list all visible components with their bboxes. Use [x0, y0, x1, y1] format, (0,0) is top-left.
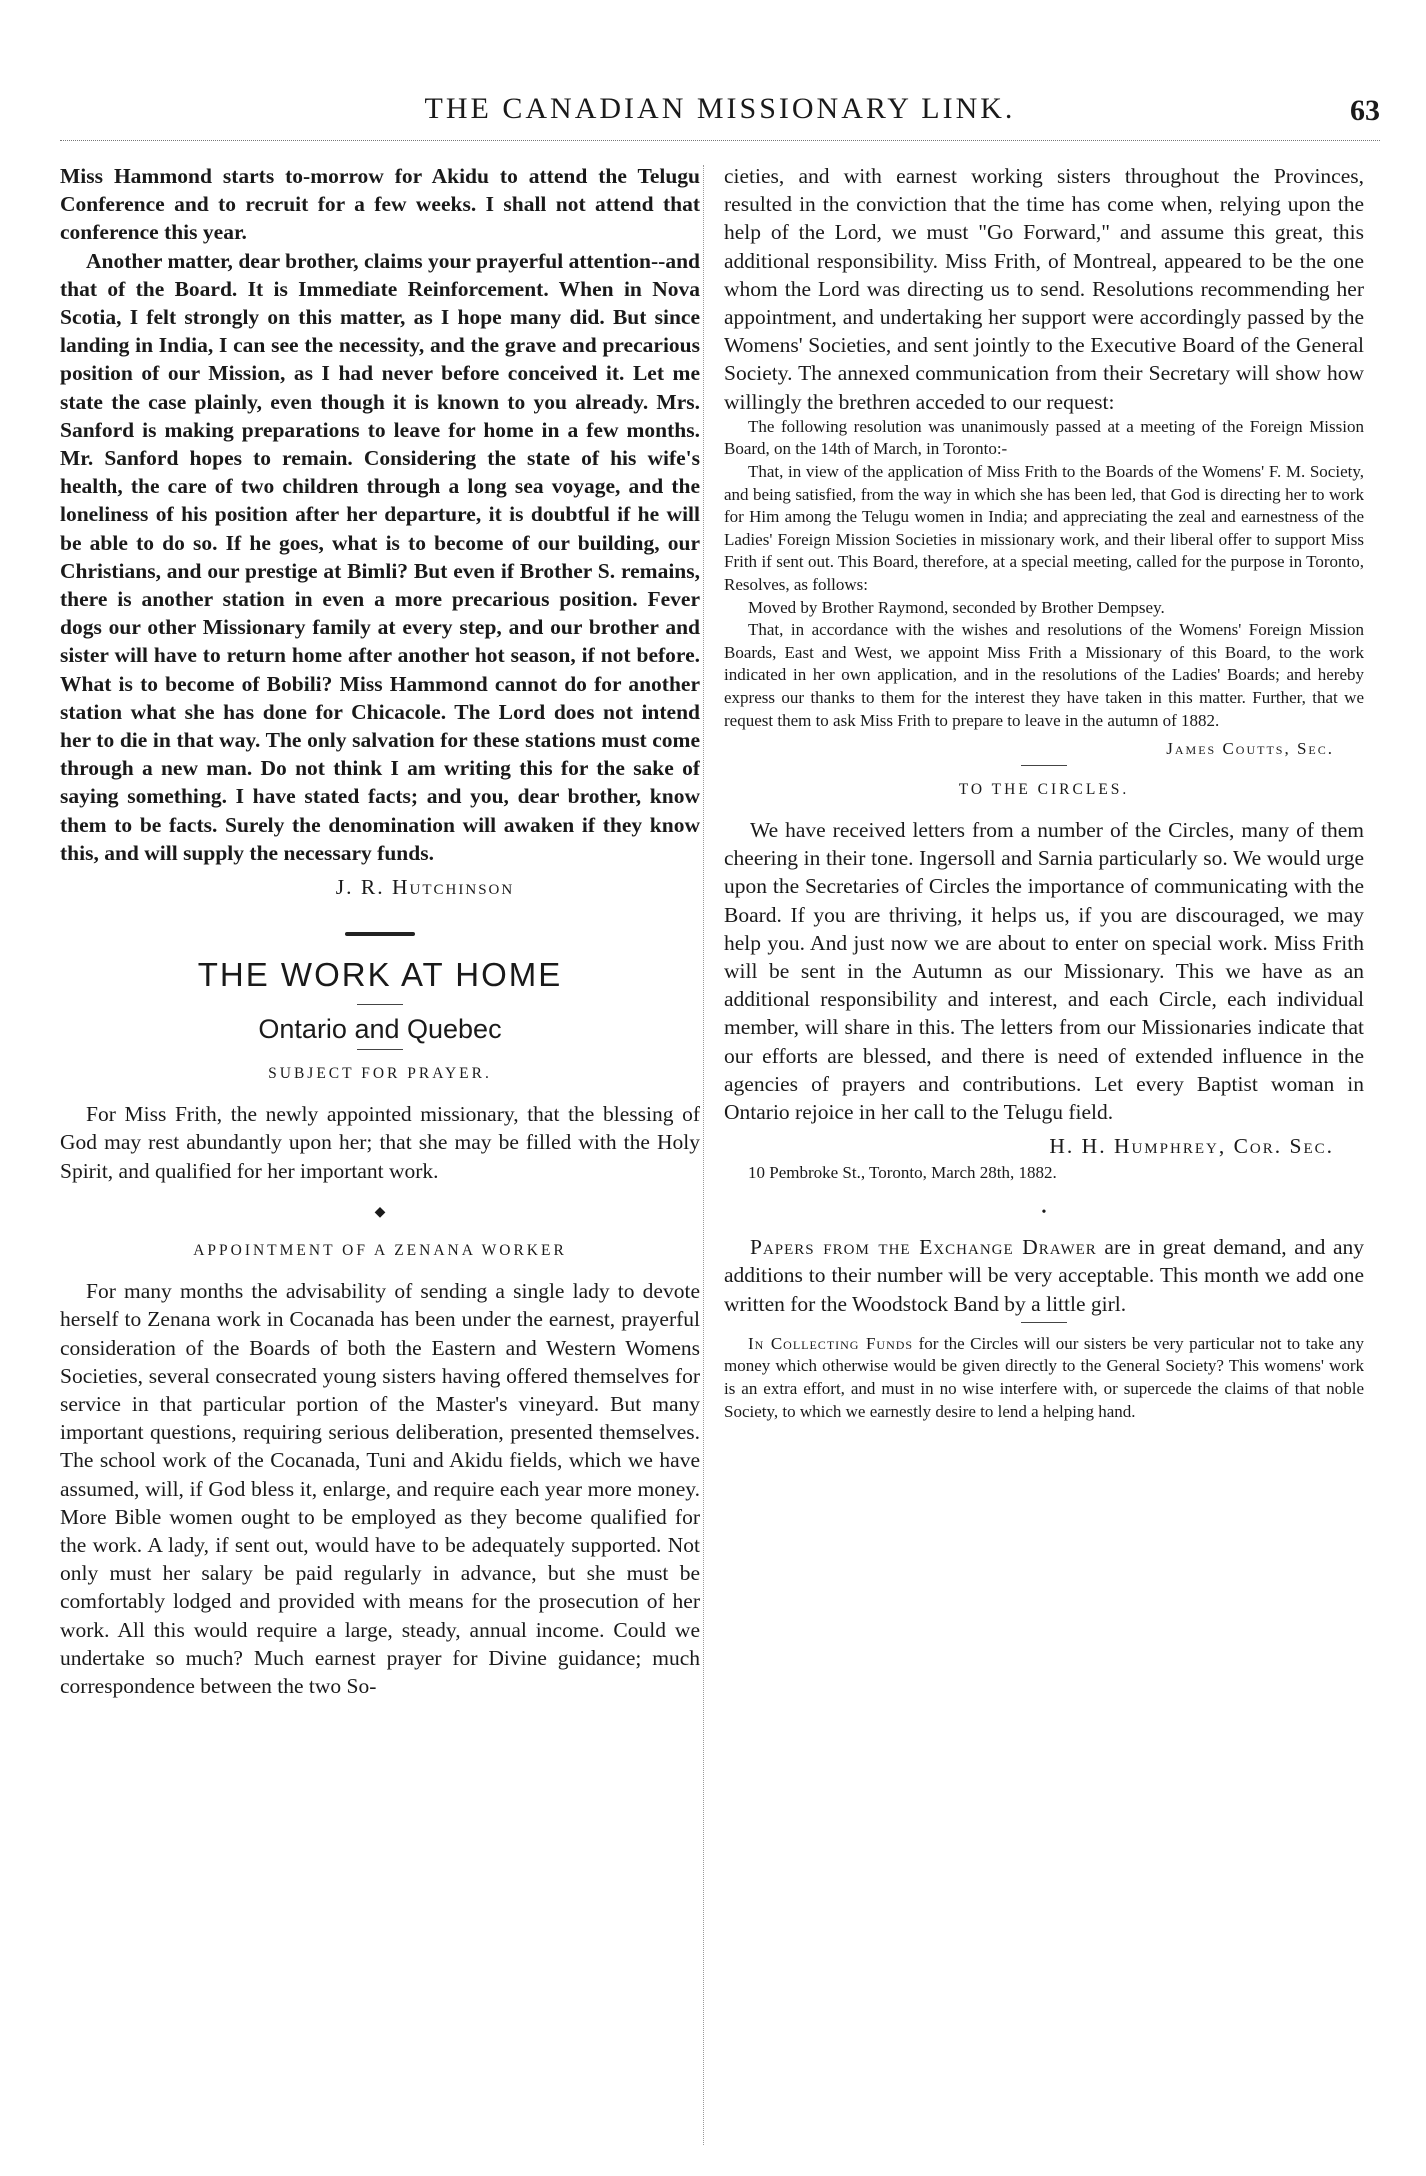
papers-lead: Papers from the Exchange Drawer — [750, 1235, 1097, 1260]
section-title: THE WORK AT HOME — [197, 956, 563, 994]
prayer-heading: SUBJECT FOR PRAYER. — [268, 1064, 492, 1082]
circles-text: We have received letters from a number of the Circles, many of them cheering in their tone. Ingersoll and Sarnia particularly so. We would urge upon the Secretaries of Circles the importance of communicating with the Board. If you are thriving, it helps us, if you are discouraged, we may help you. And just now we are about to enter on special work. Miss Frith will be sent in the Autumn as our Missionary. This we have as an additional responsibility and interest, and each Circle, each individual member, will share in this. The letters from our Missionaries indicate that our efforts are blessed, and there is need of extended influence in the agencies of prayers and contributions. Let every Baptist woman in Ontario rejoice in her call to the Telugu field. — [724, 817, 1364, 1124]
right-column — [724, 162, 1364, 2152]
running-title: THE CANADIAN MISSIONARY LINK. — [424, 92, 1016, 125]
resolution-signature: James Coutts, Sec. — [1166, 739, 1334, 759]
papers-paragraph — [724, 1233, 1364, 1318]
circles-address: 10 Pembroke St., Toronto, March 28th, 1882. — [748, 1163, 1057, 1183]
page-number: 63 — [1350, 94, 1380, 127]
letter-signature: J. R. Hutchinson — [335, 875, 515, 900]
resolution-text: That, in accordance with the wishes and resolutions of the Womens' Foreign Mission Boards, East and West, we appoint Miss Frith a Missionary of this Board, to the work indicated in her own application, and in the resolutions of the Ladies' Boards; and hereby express our thanks to them for the interest they have taken in this matter. Further, that we request them to ask Miss Frith to prepare to leave in the autumn of 1882. — [724, 620, 1364, 730]
appointment-heading: APPOINTMENT OF A ZENANA WORKER — [193, 1241, 567, 1259]
divider — [357, 1004, 403, 1005]
divider — [357, 1049, 403, 1050]
funds-lead: In Collecting Funds — [748, 1333, 914, 1353]
page-header — [60, 92, 1380, 142]
prayer-text: For Miss Frith, the newly appointed missionary, that the blessing of God may rest abundantly upon her; that she may be filled with the Holy Spirit, and qualified for her important work. — [60, 1102, 700, 1183]
divider — [1021, 1322, 1067, 1323]
section-ornament — [60, 915, 700, 943]
appointment-continuation: cieties, and with earnest working sisters throughout the Provinces, resulted in the conviction that the time has come when, relying upon the help of the Lord, we must "Go Forward," and assume this great, this additional responsibility. Miss Frith, of Montreal, appeared to be the one whom the Lord was directing us to send. Resolutions recommending her appointment, and undertaking her support were accordingly passed by the Womens' Societies, and sent jointly to the Executive Board of the General Society. The annexed communication from their Secretary will show how willingly the brethren acceded to our request: — [724, 164, 1364, 414]
left-column — [60, 162, 700, 2152]
divider — [1021, 765, 1067, 766]
diamond-ornament: • — [1041, 1204, 1047, 1220]
funds-text: for the Circles will our sisters be very particular not to take any money which otherwise would be given directly to the General Society? This womens' work is an extra effort, and must in no wise interfere with, or supercede the claims of that noble Society, to which we earnestly desire to lend a helping hand. — [724, 1333, 1364, 1421]
letter-paragraph: Another matter, dear brother, claims your prayerful attention--and that of the Board. It is Immediate Reinforcement. When in Nova Scotia, I felt strongly on this matter, as I hope many did. But since landing in India, I can see the necessity, and the grave and precarious position of our Mission, as I had never before conceived it. Let me state the case plainly, even though it is known to you already. Mrs. Sanford is making preparations to leave for home in a few months. Mr. Sanford hopes to remain. Considering the state of his wife's health, the care of two children through a long sea voyage, and the loneliness of his position after her departure, it is doubtful if he will be able to do so. If he goes, what is to become of our building, our Christians, and our prestige at Bimli? But even if Brother S. remains, there is another station in even a more precarious position. Fever dogs our other Missionary family at every step, and our brother and sister will have to return home after another hot season, if not before. What is to become of Bobili? Miss Hammond cannot do for another station what she has done for Chicacole. The Lord does not intend her to die in that way. The only salvation for these stations must come through a new man. Do not think I am writing this for the sake of saying something. I have stated facts; and you, dear brother, know them to be facts. Surely the denomination will awaken if they know this, and will supply the necessary funds. — [60, 248, 700, 865]
papers-text: are in great demand, and any additions to their number will be very acceptable. This month we add one written for the Woodstock Band by a little girl. — [724, 1235, 1364, 1316]
column-separator — [703, 165, 704, 2145]
circles-heading: TO THE CIRCLES. — [958, 780, 1130, 798]
moved-by: Moved by Brother Raymond, seconded by Brother Dempsey. — [748, 597, 1165, 617]
resolution-intro: The following resolution was unanimously passed at a meeting of the Foreign Mission Board, on the 14th of March, in Toronto:- — [724, 416, 1364, 459]
resolution-text: That, in view of the application of Miss Frith to the Boards of the Womens' F. M. Society, and being satisfied, from the way in which she has been led, that God is directing her to work for Him among the Telugu women in India; and appreciating the zeal and earnestness of the Ladies' Foreign Mission Societies in missionary work, and their liberal offer to support Miss Frith if sent out. This Board, therefore, at a special meeting, called for the purpose in Toronto, Resolves, as follows: — [724, 462, 1364, 594]
circles-signature: H. H. Humphrey, Cor. Sec. — [1049, 1134, 1334, 1159]
letter-paragraph: Miss Hammond starts to-morrow for Akidu to attend the Telugu Conference and to recruit for a few weeks. I shall not attend that conference this year. — [60, 164, 700, 245]
subsection-title: Ontario and Quebec — [258, 1013, 502, 1044]
diamond-ornament: ◆ — [374, 1204, 386, 1220]
funds-paragraph — [724, 1333, 1364, 1423]
header-rule — [60, 140, 1380, 141]
appointment-text: For many months the advisability of sending a single lady to devote herself to Zenana work in Cocanada has been under the earnest, prayerful consideration of the Boards of both the Eastern and Western Womens Societies, several consecrated young sisters having offered themselves for service in that particular portion of the Master's vineyard. But many important questions, requiring serious deliberation, presented themselves. The school work of the Cocanada, Tuni and Akidu fields, which we have assumed, will, if God bless it, enlarge, and require each year more money. More Bible women ought to be employed as they become qualified for the work. A lady, if sent out, would have to be adequately supported. Not only must her salary be paid regularly in advance, but she must be comfortably lodged and provided with means for the prosecution of her work. All this would require a large, steady, annual income. Could we undertake so much? Much earnest prayer for Divine guidance; much correspondence between the two So- — [60, 1279, 700, 1698]
